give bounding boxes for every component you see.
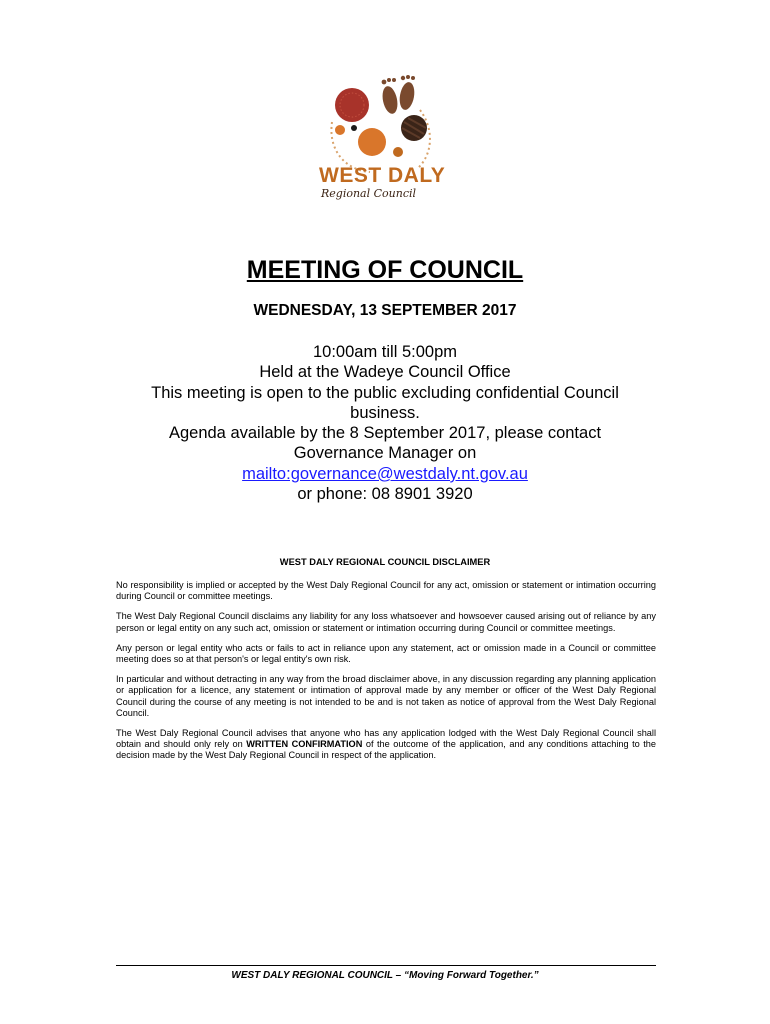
disclaimer-heading: WEST DALY REGIONAL COUNCIL DISCLAIMER xyxy=(279,557,491,567)
footer-divider xyxy=(116,965,656,966)
contact-phone: or phone: 08 8901 3920 xyxy=(297,485,473,504)
written-confirmation-emphasis: WRITTEN CONFIRMATION xyxy=(246,739,363,750)
disclaimer-body xyxy=(116,580,656,771)
meeting-location: Held at the Wadeye Council Office xyxy=(259,363,511,382)
disclaimer-paragraph: In particular and without detracting in any way from the broad disclaimer above, in any discussion regarding any planning application or application for a licence, any statement or intimation of approval made by any member or officer of the West Daly Regional Council during the course of any meeting is not intended to be and is not taken as notice of approval from the West Daly Regional Council. xyxy=(116,674,656,718)
logo-subtitle: Regional Council xyxy=(321,187,417,200)
logo-wordmark: WEST DALY xyxy=(319,164,446,187)
meeting-date: WEDNESDAY, 13 SEPTEMBER 2017 xyxy=(253,302,517,319)
disclaimer-paragraph: Any person or legal entity who acts or fails to act in reliance upon any statement, act or omission made in a Council or committee meeting does so at that person's or legal entity's own risk. xyxy=(116,642,656,665)
meeting-time: 10:00am till 5:00pm xyxy=(313,343,457,361)
disclaimer-text: The West Daly Regional Council advises that anyone who has any application lodged with the West Daly Regional Council shall obtain and should only rely on xyxy=(116,728,656,750)
footer-tagline: WEST DALY REGIONAL COUNCIL – “Moving Forward Together.” xyxy=(231,970,539,981)
disclaimer-text: of the outcome of the application, and any conditions attaching to the decision made by the West Daly Regional Council in respect of the application. xyxy=(116,739,656,761)
disclaimer-paragraph: No responsibility is implied or accepted by the West Daly Regional Council for any act, omission or statement or intimation occurring during Council or committee meetings. xyxy=(116,580,656,602)
page-title: MEETING OF COUNCIL xyxy=(246,256,524,284)
public-note: This meeting is open to the public excluding confidential Council business. xyxy=(151,383,619,422)
agenda-note: Agenda available by the 8 September 2017, please contact Governance Manager on xyxy=(168,424,602,463)
meeting-info xyxy=(140,342,630,504)
disclaimer-paragraph: The West Daly Regional Council disclaims any liability for any loss whatsoever and howsoever caused arising out of reliance by any person or legal entity on any such act, omission or statement or intimation occurring during Council or committee meetings. xyxy=(116,611,656,633)
disclaimer-paragraph xyxy=(116,728,656,762)
governance-email-link[interactable]: mailto:governance@westdaly.nt.gov.au xyxy=(242,464,528,483)
